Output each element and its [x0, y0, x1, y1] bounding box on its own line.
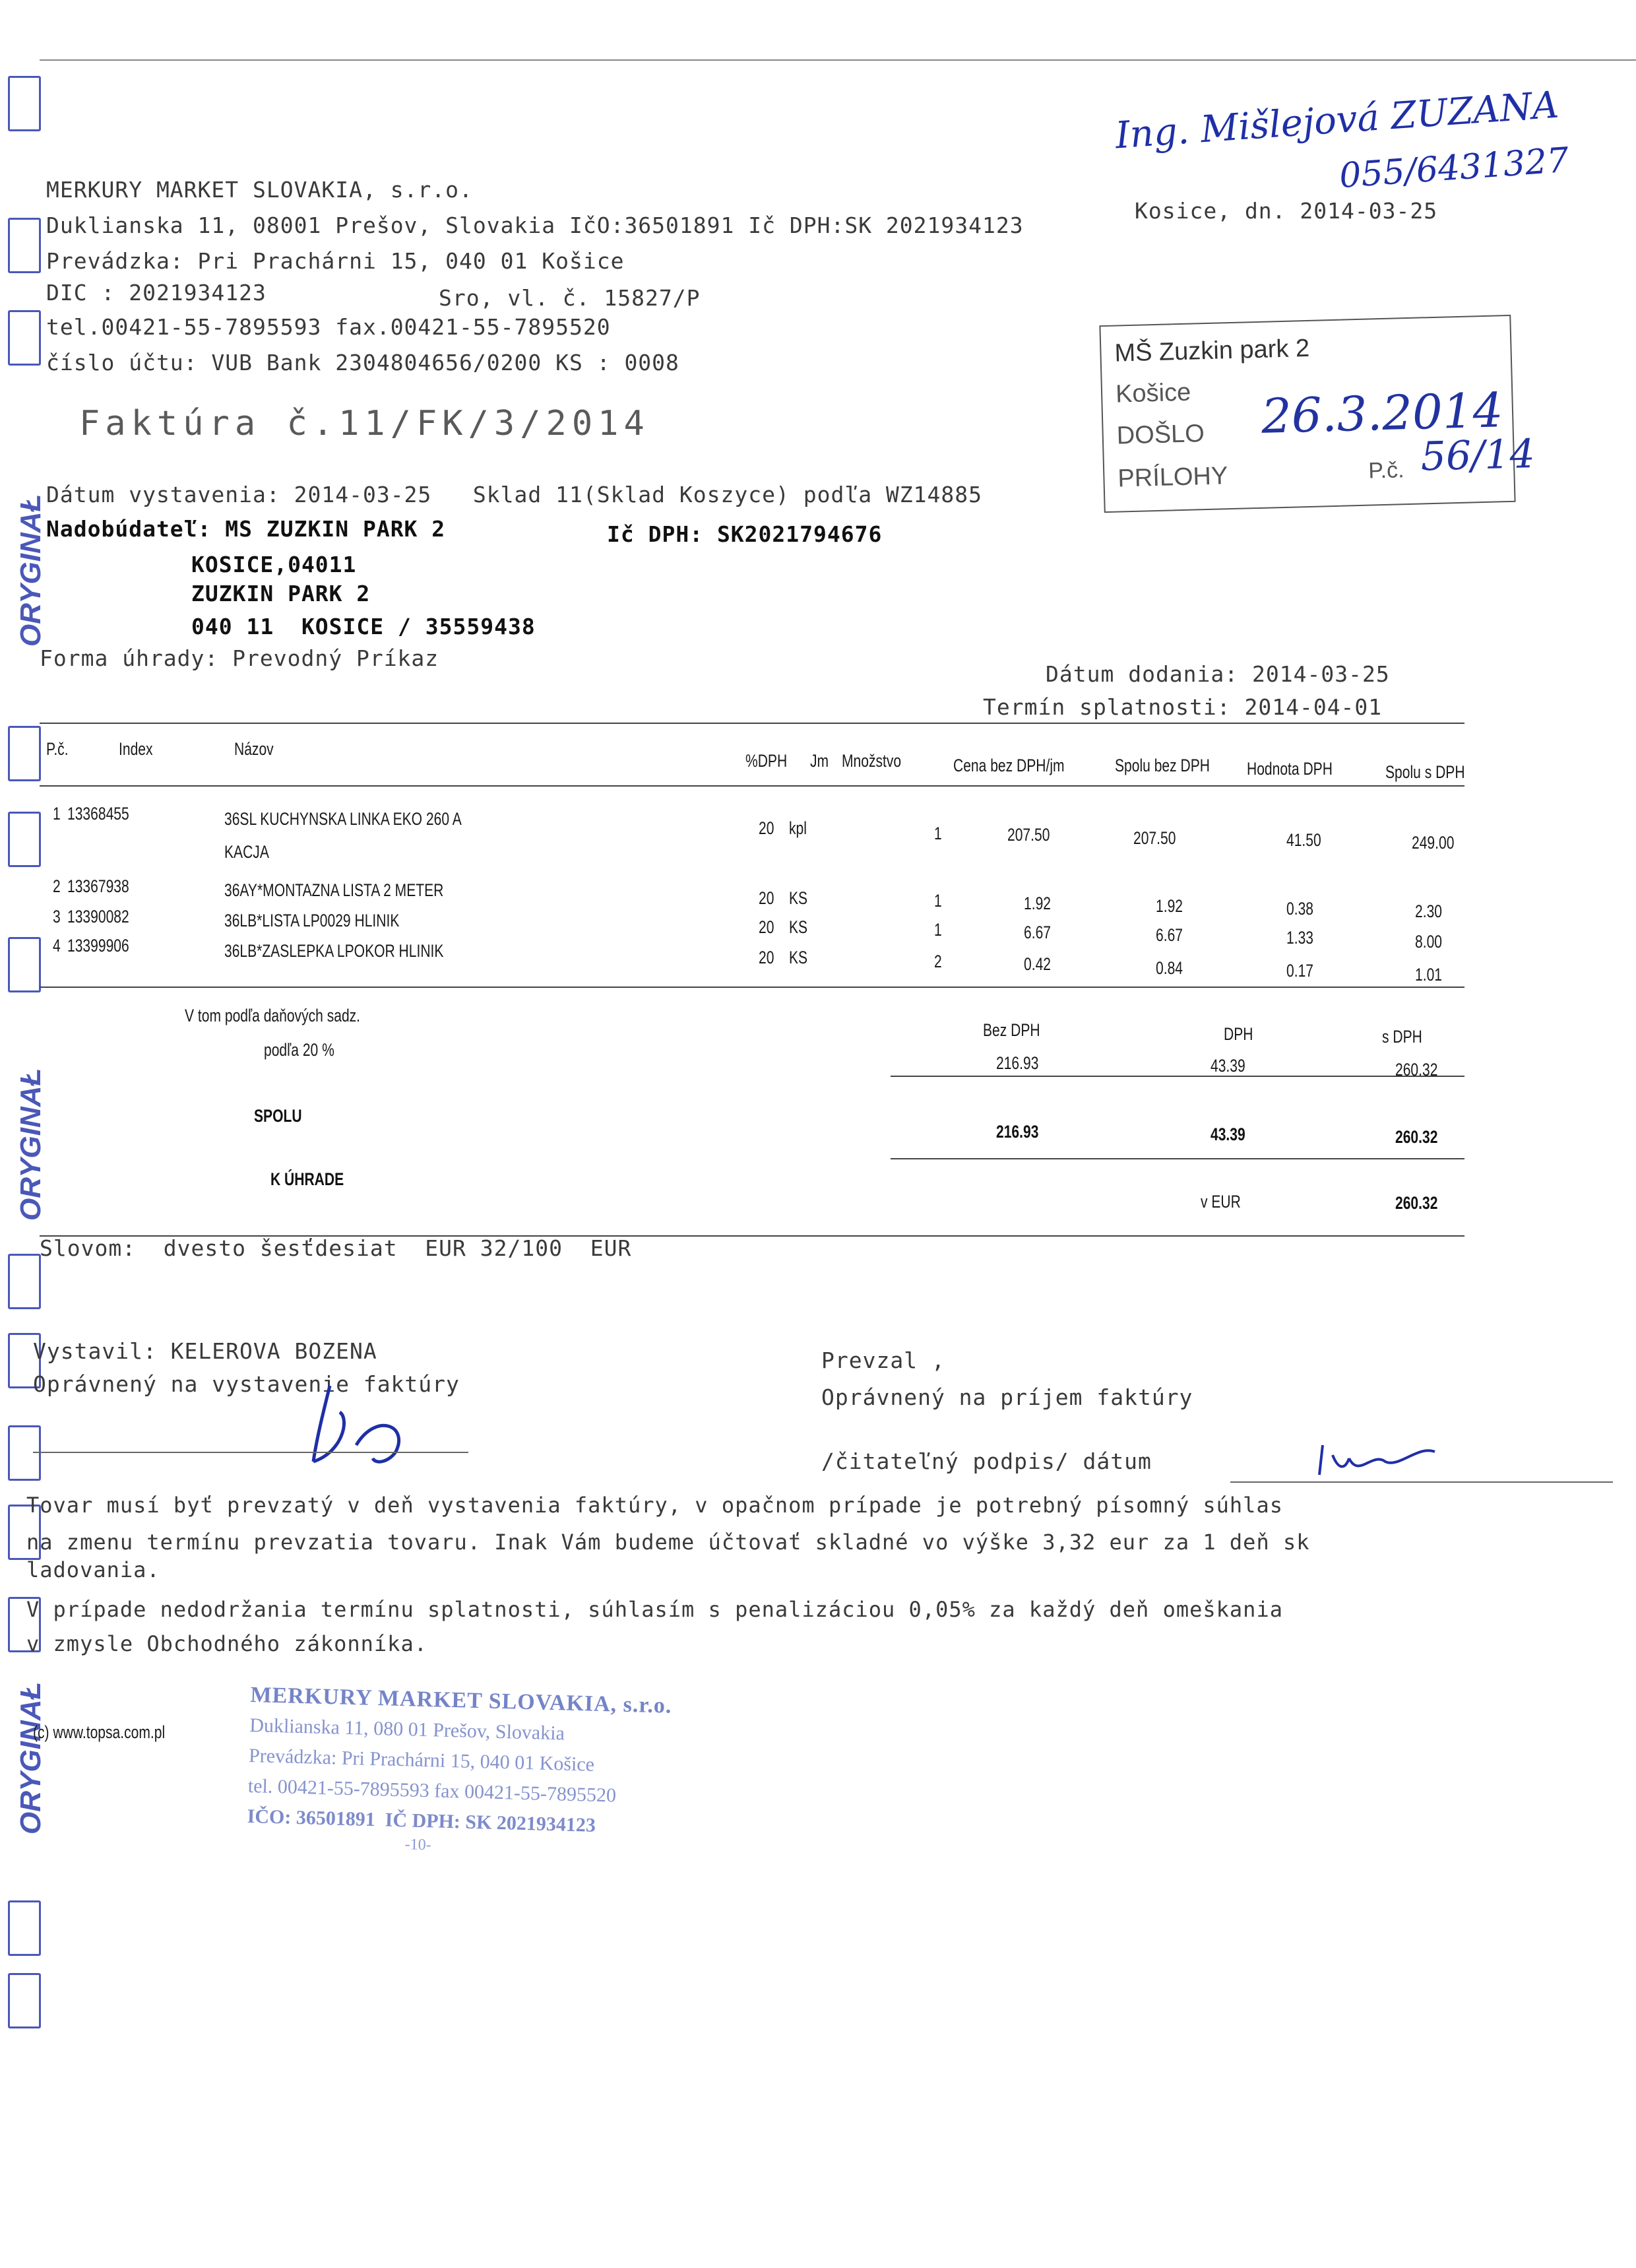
cell-qty: 1 — [934, 920, 942, 940]
footer-credit-text: (c) www.topsa.com.pl — [33, 1722, 166, 1742]
margin-box — [8, 812, 41, 867]
company-stamp-number: -10- — [404, 1836, 431, 1854]
cell-index: 13367938 — [67, 876, 129, 896]
received-stamp — [1099, 315, 1536, 513]
cell-pc: 4 — [53, 936, 61, 956]
receiver-signature — [1313, 1432, 1445, 1485]
cell-qty: 2 — [934, 952, 942, 971]
summary-col-tax: DPH — [1224, 1024, 1253, 1044]
terms-line: V prípade nedodržania termínu splatnosti, súhlasím s penalizáciou 0,05% za každý deň omeškania — [26, 1597, 1283, 1622]
invoice-title: Faktúra č.11/FK/3/2014 — [79, 404, 650, 443]
cell-gross: 249.00 — [1412, 833, 1455, 853]
cell-name: 36LB*ZASLEPKA LPOKOR HLINIK — [224, 941, 444, 961]
summary-rule — [891, 1076, 1464, 1077]
place-date: Kosice, dn. 2014-03-25 — [1135, 198, 1438, 224]
margin-label: ORYGINAŁ — [15, 1681, 47, 1834]
cell-unit-price: 1.92 — [1024, 893, 1051, 913]
col-header-net: Spolu bez DPH — [1115, 756, 1210, 775]
received-stamp-line1: MŠ Zuzkin park 2 — [1114, 334, 1310, 368]
cell-gross: 1.01 — [1415, 965, 1442, 985]
table-bottom-rule — [40, 987, 1464, 988]
company-address: Duklianska 11, 08001 Prešov, Slovakia IčO:36501891 Ič DPH:SK 2021934123 — [46, 212, 1024, 238]
terms-line: Tovar musí byť prevzatý v deň vystavenia faktúry, v opačnom prípade je potrebný písomný súhlas — [26, 1493, 1283, 1518]
issued-by: Vystavil: KELEROVA BOZENA — [33, 1338, 377, 1364]
cell-tax: 0.38 — [1286, 899, 1313, 919]
col-header-name: Názov — [234, 739, 274, 759]
summary-rule — [891, 1158, 1464, 1159]
received-stamp-pc-number: 56/14 — [1420, 431, 1536, 480]
received-authorization: Oprávnený na príjem faktúry — [821, 1384, 1193, 1410]
company-branch: Prevádzka: Pri Prachárni 15, 040 01 Košice — [46, 248, 625, 274]
cell-net: 0.84 — [1156, 958, 1183, 978]
summary-currency: v EUR — [1201, 1192, 1241, 1212]
summary-col-net: Bez DPH — [983, 1020, 1040, 1040]
summary-total-tax: 43.39 — [1211, 1124, 1245, 1144]
summary-rate-tax: 43.39 — [1211, 1056, 1245, 1076]
col-header-pc: P.č. — [46, 739, 69, 759]
cell-qty: 1 — [934, 824, 942, 843]
table-header-rule — [40, 785, 1464, 787]
summary-rate-net: 216.93 — [996, 1053, 1039, 1073]
issuer-signature — [277, 1373, 435, 1472]
cell-pc: 2 — [53, 876, 61, 896]
cell-gross: 2.30 — [1415, 901, 1442, 921]
recipient-street: ZUZKIN PARK 2 — [191, 581, 371, 606]
cell-name-cont: KACJA — [224, 842, 269, 862]
col-header-gross: Spolu s DPH — [1385, 762, 1465, 782]
cell-pc: 1 — [53, 804, 61, 824]
received-stamp-line2: Košice — [1115, 378, 1191, 408]
company-stamp-branch: Prevádzka: Pri Prachárni 15, 040 01 Košice — [248, 1744, 595, 1776]
margin-label: ORYGINAŁ — [15, 494, 47, 647]
cell-index: 13399906 — [67, 936, 129, 956]
due-date: Termín splatnosti: 2014-04-01 — [983, 694, 1383, 720]
cell-tax: 0.17 — [1286, 961, 1313, 981]
margin-label: ORYGINAŁ — [15, 1068, 47, 1221]
summary-by-rate-label: V tom podľa daňových sadz. — [185, 1006, 361, 1025]
recipient-city: KOSICE,04011 — [191, 552, 357, 577]
handwritten-contact-phone: 055/6431327 — [1338, 140, 1571, 197]
amount-in-words: Slovom: dvesto šesťdesiat EUR 32/100 EUR — [40, 1235, 632, 1261]
received-stamp-line4: PRÍLOHY — [1117, 462, 1228, 493]
received-by: Prevzal , — [821, 1347, 945, 1373]
terms-line: v zmysle Obchodného zákonníka. — [26, 1631, 427, 1656]
payment-form: Forma úhrady: Prevodný Príkaz — [40, 645, 439, 671]
cell-gross: 8.00 — [1415, 932, 1442, 952]
cell-tax: 1.33 — [1286, 928, 1313, 948]
cell-unit-price: 0.42 — [1024, 954, 1051, 974]
summary-total-net: 216.93 — [996, 1122, 1039, 1142]
summary-total-gross: 260.32 — [1395, 1127, 1438, 1147]
summary-col-gross: s DPH — [1382, 1027, 1422, 1047]
summary-rate-gross: 260.32 — [1395, 1060, 1438, 1080]
margin-box — [8, 76, 41, 131]
company-stamp-address: Duklianska 11, 080 01 Prešov, Slovakia — [249, 1714, 565, 1745]
cell-unit-price: 207.50 — [1007, 825, 1050, 845]
recipient-vat: Ič DPH: SK2021794676 — [607, 521, 883, 547]
summary-pay-amount: 260.32 — [1395, 1193, 1438, 1213]
cell-net: 6.67 — [1156, 925, 1183, 945]
col-header-qty: Množstvo — [842, 751, 902, 771]
cell-vat: 20 — [759, 917, 774, 937]
company-dic: DIC : 2021934123 — [46, 280, 267, 306]
summary-total-label: SPOLU — [254, 1106, 302, 1126]
margin-box — [8, 310, 41, 366]
col-header-unit-price: Cena bez DPH/jm — [953, 756, 1065, 775]
issue-line: Dátum vystavenia: 2014-03-25 Sklad 11(Sklad Koszyce) podľa WZ14885 — [46, 482, 983, 507]
table-top-rule — [40, 723, 1464, 724]
margin-box — [8, 1254, 41, 1309]
cell-unit: KS — [789, 917, 808, 937]
margin-box — [8, 1425, 41, 1481]
handwritten-contact-name: Ing. Mišlejová ZUZANA — [1114, 83, 1560, 158]
cell-name: 36SL KUCHYNSKA LINKA EKO 260 A — [224, 809, 462, 829]
cell-index: 13390082 — [67, 907, 129, 926]
top-rule — [40, 59, 1636, 61]
cell-unit: kpl — [789, 818, 807, 838]
col-header-index: Index — [119, 739, 153, 759]
company-account: číslo účtu: VUB Bank 2304804656/0200 KS : 0008 — [46, 350, 679, 375]
summary-rate-label: podľa 20 % — [264, 1040, 334, 1060]
cell-unit-price: 6.67 — [1024, 923, 1051, 942]
cell-tax: 41.50 — [1286, 830, 1321, 850]
margin-box — [8, 1973, 41, 2028]
margin-box — [8, 937, 41, 992]
terms-line: ladovania. — [26, 1557, 160, 1582]
cell-unit: KS — [789, 948, 808, 967]
company-stamp-ids: IČO: 36501891 IČ DPH: SK 2021934123 — [247, 1805, 596, 1836]
cell-name: 36LB*LISTA LP0029 HLINIK — [224, 911, 400, 930]
signature-label: /čitateľný podpis/ dátum — [821, 1448, 1152, 1474]
company-stamp-name: MERKURY MARKET SLOVAKIA, s.r.o. — [250, 1683, 672, 1718]
margin-box — [8, 726, 41, 781]
recipient-postal: 040 11 KOSICE / 35559438 — [191, 614, 536, 639]
cell-vat: 20 — [759, 888, 774, 908]
cell-qty: 1 — [934, 891, 942, 911]
cell-net: 1.92 — [1156, 896, 1183, 916]
footer-credit — [33, 1722, 203, 1743]
received-stamp-line3: DOŠLO — [1116, 420, 1205, 450]
recipient-label: Nadobúdateľ: MS ZUZKIN PARK 2 — [46, 516, 446, 542]
company-registry: Sro, vl. č. 15827/P — [439, 285, 701, 311]
cell-vat: 20 — [759, 948, 774, 967]
received-stamp-pc: P.č. — [1368, 457, 1404, 484]
delivery-date: Dátum dodania: 2014-03-25 — [1046, 661, 1390, 687]
received-stamp-date: 26.3.2014 — [1260, 382, 1504, 444]
cell-name: 36AY*MONTAZNA LISTA 2 METER — [224, 880, 444, 900]
cell-net: 207.50 — [1133, 828, 1176, 848]
col-header-unit: Jm — [810, 751, 829, 771]
company-name: MERKURY MARKET SLOVAKIA, s.r.o. — [46, 177, 473, 203]
terms-line: na zmenu termínu prevzatia tovaru. Inak Vám budeme účtovať skladné vo výške 3,32 eur za 1 deň sk — [26, 1530, 1310, 1555]
margin-box — [8, 1900, 41, 1956]
company-stamp-phone: tel. 00421-55-7895593 fax 00421-55-7895520 — [247, 1774, 617, 1807]
cell-index: 13368455 — [67, 804, 129, 824]
margin-box — [8, 218, 41, 273]
summary-pay-label: K ÚHRADE — [270, 1169, 344, 1189]
issuer-signature-line — [33, 1452, 468, 1453]
cell-pc: 3 — [53, 907, 61, 926]
company-phone: tel.00421-55-7895593 fax.00421-55-7895520 — [46, 314, 611, 340]
cell-unit: KS — [789, 888, 808, 908]
col-header-tax: Hodnota DPH — [1247, 759, 1333, 779]
issued-authorization: Oprávnený na vystavenie faktúry — [33, 1371, 460, 1397]
cell-vat: 20 — [759, 818, 774, 838]
col-header-vat: %DPH — [745, 751, 788, 771]
